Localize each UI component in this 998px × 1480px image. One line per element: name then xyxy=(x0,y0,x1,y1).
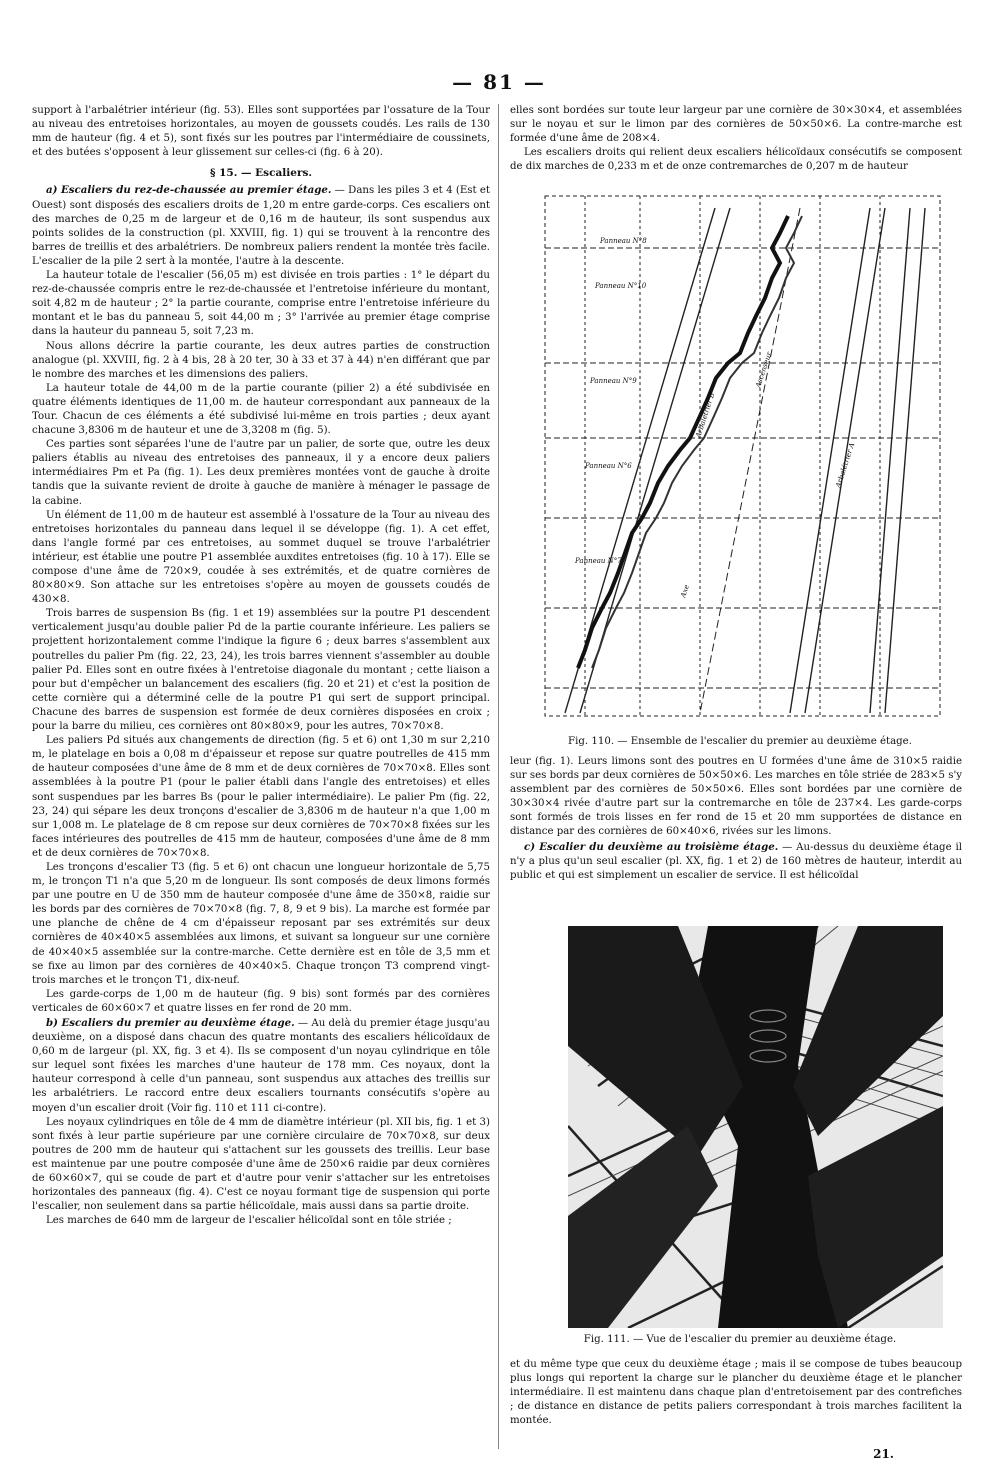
paragraph: c) Escalier du deuxième au troisième étage. — Au-dessus du deuxième étage il n'y a plus qu'un seul escalier (pl. XX, fig. 1 et 2) de 160 mètres de hauteur, interdit au public et qui est simplement un escalier de service. Il est hélicoïdal xyxy=(510,840,962,881)
fig-label: Ascenseur xyxy=(754,351,774,389)
fig-label: Arbalétrier A xyxy=(834,441,857,489)
paragraph: La hauteur totale de l'escalier (56,05 m) est divisée en trois parties : 1° le départ du rez-de-chaussée compris entre le rez-de-chaussée et l'entretoise inférieure du montant, soit 4,82 m de hauteur ; 2° la partie courante, comprise entre l'entretoise inférieure du montant et le bas du panneau 5, soit 44,00 m ; 3° l'arrivée au premier étage comprise dans la hauteur du panneau 5, soit 7,23 m. xyxy=(32,270,490,338)
paragraph: Trois barres de suspension Bs (fig. 1 et 19) assemblées sur la poutre P1 descendent verticalement jusqu'au double palier Pd de la partie courante inférieure. Les paliers se projettent horizontalement comme l'indique la figure 6 ; deux barres s'assemblent aux poutrelles du palier Pm (fig. 22, 23, 24), les trois barres viennent s'assembler au double palier Pd. Elles sont en outre fixées à l'entretoise diagonale du montant ; cette liaison a pour but d'empêcher un balancement des escaliers (fig. 20 et 21) et c'est la position de cette cornière qui a déterminé celle de la poutre P1 qui sert de support principal. Chacune des barres de suspension est formée de deux cornières disposées en croix ; pour la barre du milieu, ces cornières ont 80×80×9, pour les autres, 70×70×8. xyxy=(32,608,490,733)
fig-label: Panneau N°6 xyxy=(585,462,632,470)
figure-110-drawing xyxy=(540,188,945,728)
paragraph: Les escaliers droits qui relient deux escaliers hélicoïdaux consécutifs se composent de dix marches de 0,233 m et de onze contremarches de 0,207 m de hauteur xyxy=(510,147,962,173)
paragraph: Les paliers Pd situés aux changements de direction (fig. 5 et 6) ont 1,30 m sur 2,210 m, le platelage en bois a 0,08 m d'épaisseur et repose sur quatre poutrelles de 415 mm de hauteur composées d'une âme de 8 mm et de deux cornières de 70×70×8. Elles sont assemblées à la poutre P1 (pour le palier établi dans l'angle des entretoises) et elles sont suspendues par les barres Bs (pour le palier intermédiaire). Le palier Pm (fig. 22, 23, 24) qui sépare les deux tronçons d'escalier de 3,8306 m de hauteur n'a que 1,00 m sur 1,008 m. Le platelage de 8 cm repose sur deux cornières de 70×70×8 fixées sur les faces intérieures des poutrelles de 415 mm de hauteur, composées d'une âme de 8 mm et de deux cornières de 70×70×8. xyxy=(32,735,490,859)
paragraph: Les marches de 640 mm de largeur de l'escalier hélicoïdal sont en tôle striée ; xyxy=(46,1215,452,1227)
fig-label: Panneau N°9 xyxy=(590,377,637,385)
paragraph: b) Escaliers du premier au deuxième étage. — Au delà du premier étage jusqu'au deuxième, on a disposé dans chacun des quatre montants des escaliers hélicoïdaux de 0,60 m de largeur (pl. XX, fig. 3 et 4). Ils se composent d'un noyau cylindrique en tôle sur lequel sont fixées les marches d'une hauteur de 178 mm. Ces noyaux, dont la hauteur correspond à celle d'un panneau, sont suspendus aux attaches des treillis sur les arbalétriers. Le raccord entre deux escaliers tournants consécutifs s'opère au moyen d'un escalier droit (Voir fig. 110 et 111 ci-contre). xyxy=(32,1017,490,1114)
right-column-bottom xyxy=(510,1358,962,1428)
paragraph: La hauteur totale de 44,00 m de la partie courante (pilier 2) a été subdivisée en quatre éléments identiques de 11,00 m. de hauteur correspondant aux panneaux de la Tour. Chacun de ces éléments a été subdivisé lui-même en trois parties ; deux ayant chacune 3,8306 m de hauteur et une de 3,3208 m (fig. 5). xyxy=(32,382,490,437)
left-column xyxy=(32,104,490,1228)
paragraph: support à l'arbalétrier intérieur (fig. 53). Elles sont supportées par l'ossature de la Tour au niveau des entretoises horizontales, au moyen de goussets coudés. Les rails de 130 mm de hauteur (fig. 4 et 5), sont fixés sur les poutres par l'intermédiaire de coussinets, et des butées s'opposent à leur glissement sur celles-ci (fig. 6 à 20). xyxy=(32,105,490,159)
paragraph: a) Escaliers du rez-de-chaussée au premier étage. — Dans les piles 3 et 4 (Est et Ouest) sont disposés des escaliers droits de 1,20 m entre garde-corps. Ces escaliers ont des marches de 0,25 m de largeur et de 0,16 m de hauteur, ils sont suspendus aux points solides de la construction (pl. XXVIII, fig. 1) qui se trouvent à la rencontre des barres de treillis et des arbalétriers. De nombreux paliers rendent la montée très facile. L'escalier de la pile 2 sert à la montée, l'autre à la descente. xyxy=(32,184,490,267)
figure-110-caption: Fig. 110. — Ensemble de l'escalier du premier au deuxième étage. xyxy=(568,736,912,747)
paragraph: et du même type que ceux du deuxième étage ; mais il se compose de tubes beaucoup plus longs qui reportent la charge sur le plancher du deuxième étage et le plancher intermédiaire. Il est maintenu dans chaque plan d'entretoisement par des contrefiches ; de distance en distance de petits paliers correspondant à trois marches facilitent la montée. xyxy=(510,1359,962,1427)
paragraph: Les garde-corps de 1,00 m de hauteur (fig. 9 bis) sont formés par des cornières verticales de 60×60×7 et quatre lisses en fer rond de 20 mm. xyxy=(32,988,490,1014)
paragraph: Les tronçons d'escalier T3 (fig. 5 et 6) ont chacun une longueur horizontale de 5,75 m, le tronçon T1 n'a que 5,20 m de longueur. Ils sont composés de deux limons formés par une poutre en U de 350 mm de hauteur composée d'une âme de 350×8, raidie sur les bords par des cornières de 70×70×8 (fig. 7, 8, 9 et 9 bis). La marche est formée par une planche de chêne de 4 cm d'épaisseur reposant par ses extrémités sur deux cornières de 40×40×5 assemblées aux limons, et suivant sa longueur sur une cornière de 40×40×5 assemblée sur la contre-marche. Cette dernière est en tôle de 3,5 mm et se fixe au limon par des cornières de 40×40×5. Chaque tronçon T3 comprend vingt-trois marches et le tronçon T1, dix-neuf. xyxy=(32,861,490,986)
column-divider xyxy=(498,104,499,1449)
section-title: § 15. — Escaliers. xyxy=(209,167,313,180)
footer-number: 21. xyxy=(873,1447,894,1461)
fig-label: Axe xyxy=(679,583,691,599)
figure-111-caption: Fig. 111. — Vue de l'escalier du premier au deuxième étage. xyxy=(583,1334,897,1345)
paragraph: leur (fig. 1). Leurs limons sont des poutres en U formées d'une âme de 310×5 raidie sur ses bords par deux cornières de 50×50×6. Les marches en tôle striée de 283×5 s'y assemblent par des cornières de 50×50×6. Elles sont bordées par une cornière de 30×30×4 rivée d'autre part sur la contremarche en tôle de 237×4. Les garde-corps sont formés de trois lisses en fer rond de 15 et 20 mm supportées de distance en distance par des cornières de 60×40×6, rivées sur les limons. xyxy=(510,756,962,838)
subsection-head: c) Escalier du deuxième au troisième étage. xyxy=(524,840,779,853)
fig-label: Panneau N°10 xyxy=(595,282,647,290)
figure-111-photo xyxy=(568,926,943,1328)
paragraph: Nous allons décrire la partie courante, les deux autres parties de construction analogue (pl. XXVIII, fig. 2 à 4 bis, 28 à 20 ter, 30 à 33 et 37 à 44) n'en différant que par le nombre des marches et les dimensions des paliers. xyxy=(32,340,490,380)
right-column-top xyxy=(510,104,962,174)
page-number: — 81 — xyxy=(452,70,546,94)
fig-label: Panneau N°8 xyxy=(600,237,647,245)
subsection-head: a) Escaliers du rez-de-chaussée au premier étage. xyxy=(46,184,332,197)
subsection-head: b) Escaliers du premier au deuxième étage. xyxy=(46,1017,295,1029)
paragraph: Les noyaux cylindriques en tôle de 4 mm de diamètre intérieur (pl. XII bis, fig. 1 et 3) sont fixés à leur partie supérieure par une cornière circulaire de 70×70×8, sur deux poutres de 200 mm de hauteur qui s'attachent sur les goussets des treillis. Leur base est maintenue par une poutre composée d'une âme de 250×6 raidie par deux cornières de 60×60×7, qui se coude de part et d'autre pour venir s'attacher sur les entretoises horizontales des panneaux (fig. 4). C'est ce noyau formant tige de suspension qui porte l'escalier, non seulement dans sa partie hélicoïdale, mais aussi dans sa partie droite. xyxy=(32,1116,490,1213)
fig-label: Arbalétrier B xyxy=(694,391,717,439)
paragraph: Ces parties sont séparées l'une de l'autre par un palier, de sorte que, outre les deux paliers établis au niveau des entretoises des panneaux, il y a encore deux paliers intermédiaires Pm et Pa (fig. 1). Les deux premières montées vont de gauche à droite tandis que la suivante revient de droite à gauche de manière à ménager le passage de la cabine. xyxy=(32,439,490,507)
fig-label: Panneau N°7 xyxy=(575,557,622,565)
paragraph: elles sont bordées sur toute leur largeur par une cornière de 30×30×4, et assemblées sur le noyau et sur le limon par des cornières de 50×50×6. La contre-marche est formée d'une âme de 208×4. xyxy=(510,105,962,145)
right-column-middle xyxy=(510,755,962,883)
paragraph: Un élément de 11,00 m de hauteur est assemblé à l'ossature de la Tour au niveau des entretoises horizontales du panneau dans lequel il se développe (fig. 1). A cet effet, dans l'angle formé par ces entretoises, au sommet duquel se trouve l'arbalétrier intérieur, est établie une poutre P1 assemblée auxdites entretoises (fig. 10 à 17). Elle se compose d'une âme de 720×9, coudée à ses extrémités, et de quatre cornières de 80×80×9. Son attache sur les entretoises s'opère au moyen de goussets coudés de 430×8. xyxy=(32,509,490,606)
